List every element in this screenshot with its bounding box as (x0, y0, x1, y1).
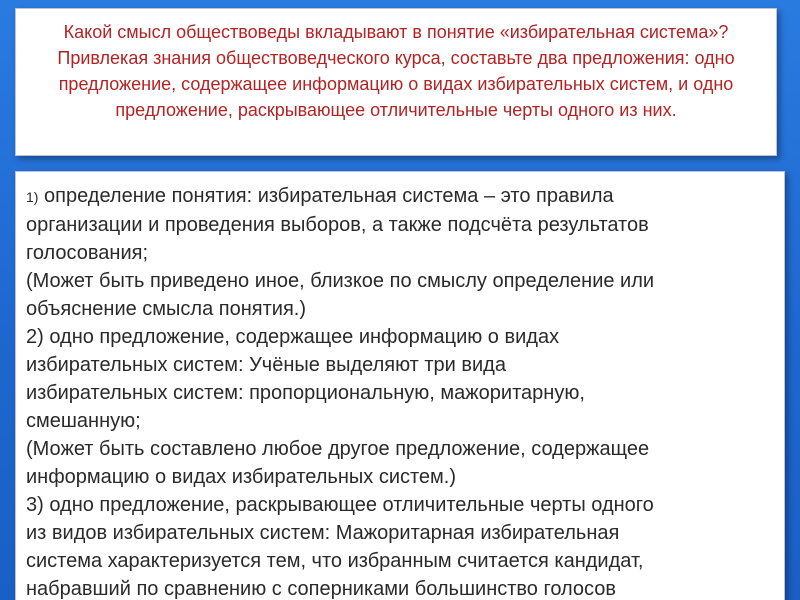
answer-line: смешанную; (26, 410, 141, 432)
answer-line: информацию о видах избирательных систем.) (26, 466, 457, 488)
answer-line: (Может быть составлено любое другое предложение, содержащее (26, 438, 650, 460)
answer-line: из видов избирательных систем: Мажоритарная избирательная (26, 522, 620, 544)
answer-line: набравший по сравнению с соперниками большинство голосов (26, 578, 617, 600)
question-box (15, 8, 777, 156)
answer-line (26, 182, 776, 211)
answer-line-text: определение понятия: избирательная система – это правила (38, 185, 614, 207)
question-text: Какой смысл обществоведы вкладывают в понятие «избирательная система»? Привлекая знания обществоведческого курса, составьте два предложения: одно предложение, содержащее информацию о видах избирательных систем, и одно предложение, раскрывающее отличительные черты одного из них. (57, 22, 735, 120)
answer-line: голосования; (26, 242, 149, 264)
answer-line: избирательных систем: Учёные выделяют три вида (26, 354, 506, 376)
answer-line: (Может быть приведено иное, близкое по смыслу определение или (26, 270, 655, 292)
answer-box (15, 171, 785, 600)
answer-line: система характеризуется тем, что избранным считается кандидат, (26, 550, 644, 572)
answer-line: избирательных систем: пропорциональную, мажоритарную, (26, 382, 585, 404)
answer-line: 2) одно предложение, содержащее информацию о видах (26, 326, 560, 348)
answer-line: объяснение смысла понятия.) (26, 298, 306, 320)
answer-line: 3) одно предложение, раскрывающее отличительные черты одного (26, 494, 654, 516)
answer-item-number: 1) (26, 189, 39, 205)
answer-line: организации и проведения выборов, а также подсчёта результатов (26, 214, 649, 236)
